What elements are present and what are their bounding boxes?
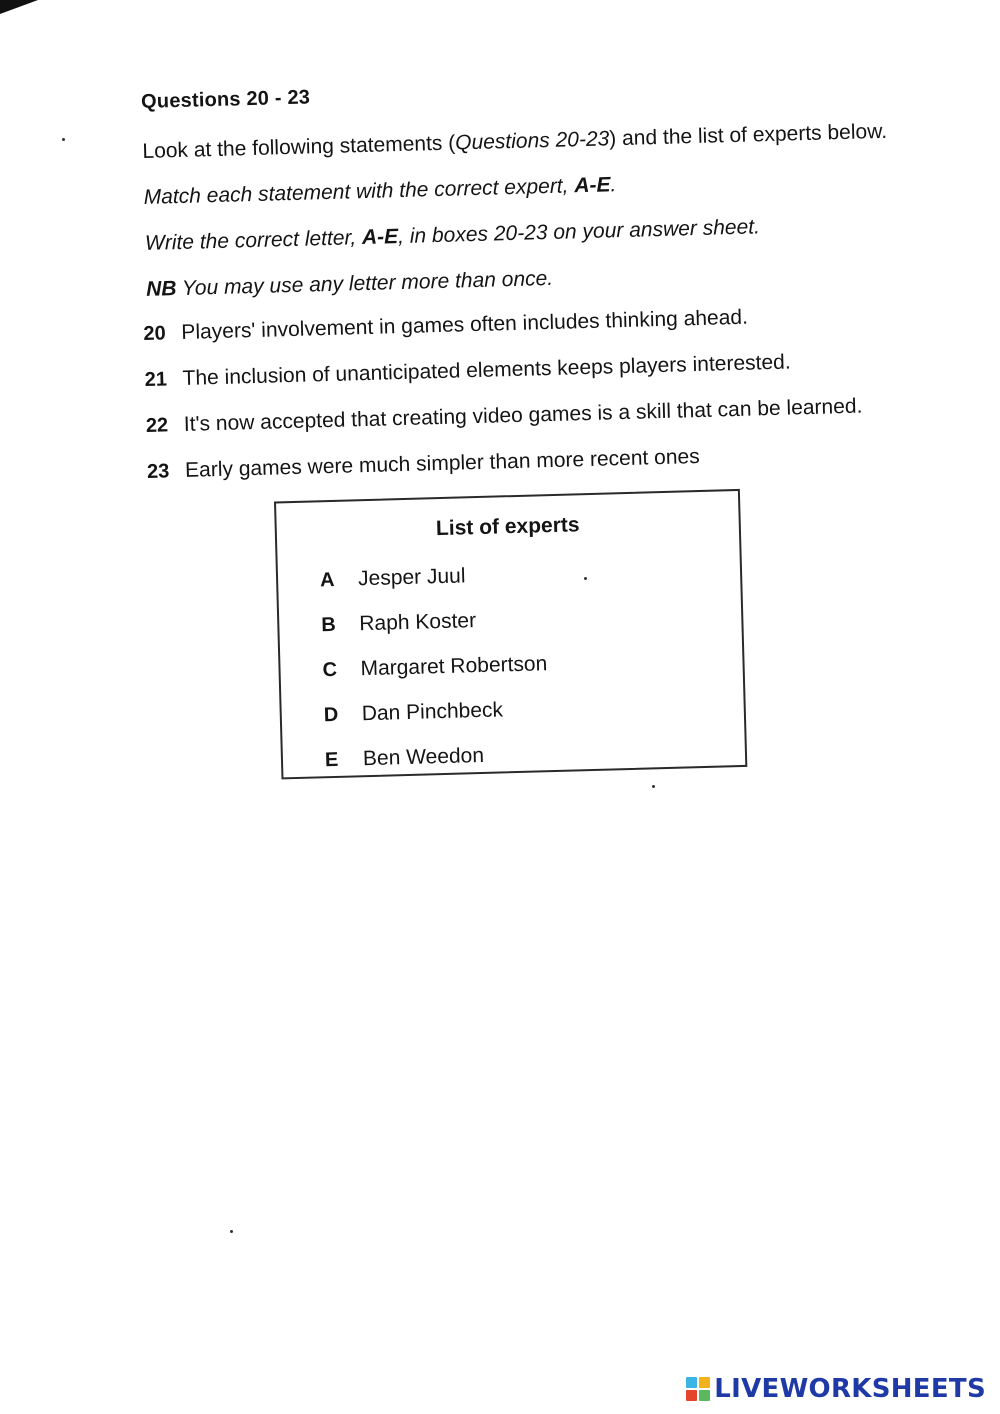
section-heading: Questions 20 - 23	[140, 86, 311, 113]
instruction-line-2: Match each statement with the correct expert, A-E.	[143, 173, 617, 209]
expert-item-b	[321, 609, 476, 637]
nb-note: NB You may use any letter more than once.	[145, 266, 554, 301]
expert-item-c	[322, 652, 547, 682]
expert-letter: E	[324, 748, 339, 772]
expert-letter: B	[321, 613, 337, 637]
experts-list-box	[274, 489, 747, 780]
question-23	[147, 445, 700, 484]
instruction-line-1: Look at the following statements (Questions 20-23) and the list of experts below.	[142, 119, 888, 163]
question-text: Early games were much simpler than more recent ones	[184, 445, 700, 482]
scan-speck	[652, 785, 655, 788]
expert-letter: D	[323, 703, 339, 727]
question-22	[146, 395, 863, 438]
question-text: It's now accepted that creating video games is a skill that can be learned.	[183, 394, 863, 436]
expert-name: Jesper Juul	[357, 564, 466, 591]
question-section	[140, 38, 940, 772]
experts-list-title: List of experts	[435, 513, 580, 541]
expert-item-a	[320, 564, 466, 592]
question-number: 20	[143, 322, 166, 346]
nb-label: NB	[145, 277, 177, 301]
question-21	[144, 351, 791, 392]
expert-letter: C	[322, 658, 338, 682]
expert-letter: A	[319, 568, 335, 592]
question-text: The inclusion of unanticipated elements keeps players interested.	[182, 350, 791, 390]
expert-name: Margaret Robertson	[360, 652, 548, 681]
expert-item-d	[323, 698, 503, 727]
question-text: Players' involvement in games often includes thinking ahead.	[181, 305, 749, 344]
liveworksheets-logo-icon	[686, 1377, 710, 1401]
question-number: 21	[144, 368, 168, 391]
scan-speck	[230, 1230, 233, 1233]
expert-name: Ben Weedon	[362, 743, 485, 771]
question-number: 23	[146, 460, 170, 483]
instruction-line-3: Write the correct letter, A-E, in boxes 20-23 on your answer sheet.	[144, 215, 761, 255]
expert-item-e	[325, 744, 485, 772]
scan-corner-mark	[0, 0, 38, 14]
liveworksheets-watermark	[686, 1374, 986, 1404]
expert-name: Raph Koster	[359, 609, 477, 636]
question-number: 22	[145, 414, 169, 437]
question-20	[143, 306, 748, 346]
expert-name: Dan Pinchbeck	[361, 698, 504, 726]
watermark-text: LIVEWORKSHEETS	[714, 1374, 986, 1404]
scan-speck	[584, 577, 587, 580]
scan-speck	[62, 138, 65, 141]
